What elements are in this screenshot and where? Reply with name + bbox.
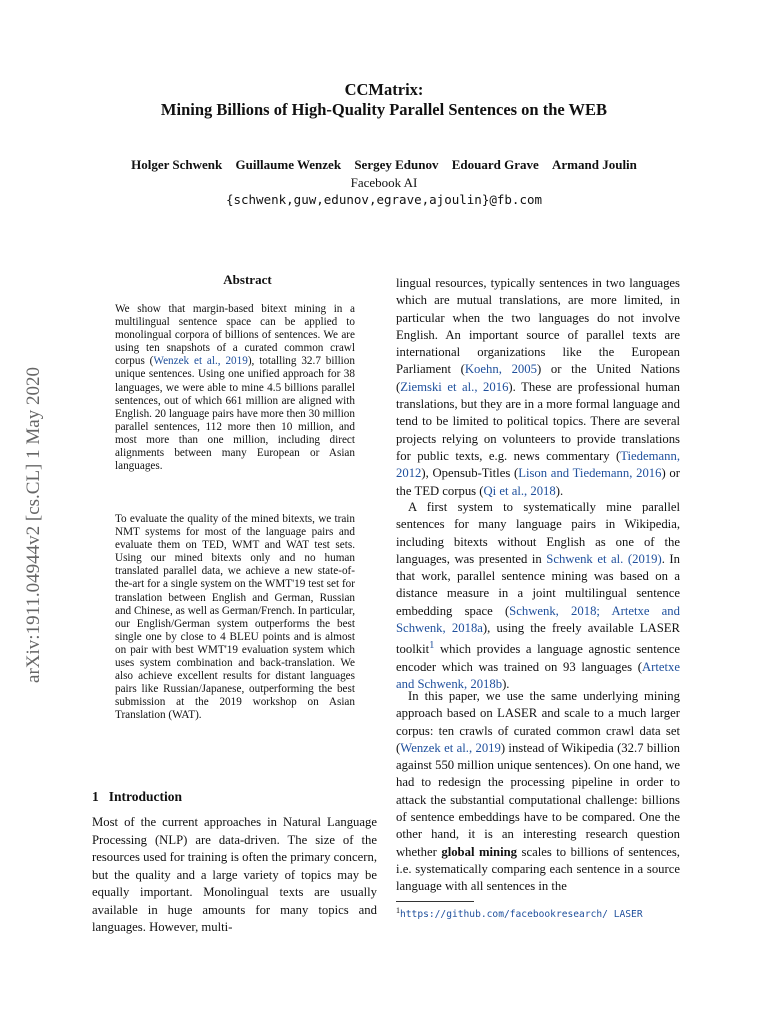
abstract-paragraph-2: To evaluate the quality of the mined bitexts, we train NMT systems for most of the language pairs and evaluate them on TED, WMT and WAT test sets. Using our mined bitexts only and no human translated parallel data, we achieve a new state-of-the-art for a single system on the WMT'19 test set for translation between English and German, Russian and Chinese, as well as German/French. In particular, our English/German system outperforms the best single one by close to 4 BLEU points and is almost on pair with best WMT'19 evaluation system which uses system combination and back-translation. We also achieve excellent results for distant languages pairs like Russian/Japanese, outperforming the best submission at the 2019 workshop on Asian Translation (WAT). bbox=[115, 513, 356, 722]
abstract-paragraph-1: We show that margin-based bitext mining in a multilingual sentence space can be applied to monolingual corpora of billions of sentences. We are using ten snapshots of a curated common crawl corpus (Wenzek et al., 2019), totalling 32.7 billion unique sentences. Using one unified approach for 38 languages, we were able to mine 4.5 billions parallel sentences, out of which 661 million are aligned with English. 20 language pairs have more then 30 million parallel sentences, 112 more then 10 million, and most more than one million, including direct alignments between many European or Asian languages. bbox=[115, 303, 355, 473]
citation-link[interactable]: Artetxe and Schwenk, 2018b bbox=[396, 659, 680, 692]
citation-link[interactable]: Ziemski et al., 2016 bbox=[400, 379, 509, 394]
author: Guillaume Wenzek bbox=[235, 157, 342, 172]
citation-link[interactable]: Wenzek et al., 2019 bbox=[153, 355, 248, 368]
citation-link[interactable]: Koehn, 2005 bbox=[464, 362, 537, 377]
footnote-url-link[interactable]: https://github.com/facebookresearch/ LASER bbox=[400, 909, 643, 921]
author-emails: {schwenk,guw,edunov,egrave,ajoulin}@fb.com bbox=[225, 192, 543, 207]
right-paragraph-2: A first system to systematically mine parallel sentences for many language pairs in Wikipedia, including bitexts without English as one of the languages, was presented in Schwenk et al. (2019). In that work, parallel sentence mining was based on a distance measure in a joint multilingual sentence embedding space (Schwenk, 2018; Artetxe and Schwenk, 2018a), using the freely available LASER toolkit$^1$ which provides a language agnostic sentence encoder which was trained on 93 languages (Artetxe and Schwenk, 2018b). bbox=[396, 500, 680, 692]
author: Armand Joulin bbox=[552, 157, 637, 172]
paper-title-line2: Mining Billions of High-Quality Parallel Sentences on the WEB bbox=[160, 100, 608, 119]
arxiv-stamp: arXiv:1911.04944v2 [cs.CL] 1 May 2020 bbox=[23, 367, 44, 683]
footnote-divider bbox=[396, 901, 474, 902]
author: Sergey Edunov bbox=[354, 157, 439, 172]
author-list bbox=[0, 157, 768, 173]
section-heading-introduction: 1 Introduction bbox=[92, 789, 183, 804]
author: Edouard Grave bbox=[451, 157, 539, 172]
right-paragraph-3: In this paper, we use the same underlying mining approach based on LASER and scale to a much larger corpus: ten crawls of curated common crawl data set (Wenzek et al., 2019) instead of Wikipedia (32.7 billion against 550 million unique sentences). On one hand, we had to redesign the processing pipeline in order to attack the substantial computational challenge: billions of sentence embeddings have to be compared. One the other hand, it is an interesting research question whether global mining scales to billions of sentences, i.e. systematically comparing each sentence in a source language with all sentences in the bbox=[396, 689, 680, 894]
citation-link[interactable]: Wenzek et al., 2019 bbox=[400, 740, 501, 755]
citation-link[interactable]: Schwenk et al. (2019) bbox=[546, 551, 662, 566]
footnote-marker[interactable]: 1 bbox=[429, 640, 435, 652]
citation-link[interactable]: Lison and Tiedemann, 2016 bbox=[518, 466, 662, 481]
citation-link[interactable]: Qi et al., 2018 bbox=[483, 483, 556, 498]
intro-paragraph: Most of the current approaches in Natural Language Processing (NLP) are data-driven. The size of the resources used for training is often the primary concern, but the quality and a large variety of topics may be equally important. Monolingual texts are usually available in huge amounts for many topics and languages. However, multi- bbox=[92, 815, 377, 934]
abstract-heading: Abstract bbox=[223, 272, 272, 287]
author: Holger Schwenk bbox=[131, 157, 223, 172]
citation-link[interactable]: Tiedemann, 2012 bbox=[396, 448, 680, 481]
citation-link[interactable]: Schwenk, 2018; Artetxe and Schwenk, 2018a bbox=[396, 603, 680, 636]
footnote: $^1$https://github.com/facebookresearch/ LASER bbox=[396, 906, 643, 921]
right-paragraph-1: lingual resources, typically sentences in two languages which are mutual translations, are more limited, in particular when the two languages do not involve English. An important source of parallel texts are international organizations like the European Parliament (Koehn, 2005) or the United Nations (Ziemski et al., 2016). These are professional human translations, but they are in a more formal language and tend to be limited to political topics. There are several projects relying on volunteers to provide translations for public texts, e.g. news commentary (Tiedemann, 2012), Opensub-Titles (Lison and Tiedemann, 2016) or the TED corpus (Qi et al., 2018). bbox=[396, 276, 681, 498]
paper-title-line1: CCMatrix: bbox=[344, 80, 424, 99]
affiliation: Facebook AI bbox=[350, 175, 418, 190]
